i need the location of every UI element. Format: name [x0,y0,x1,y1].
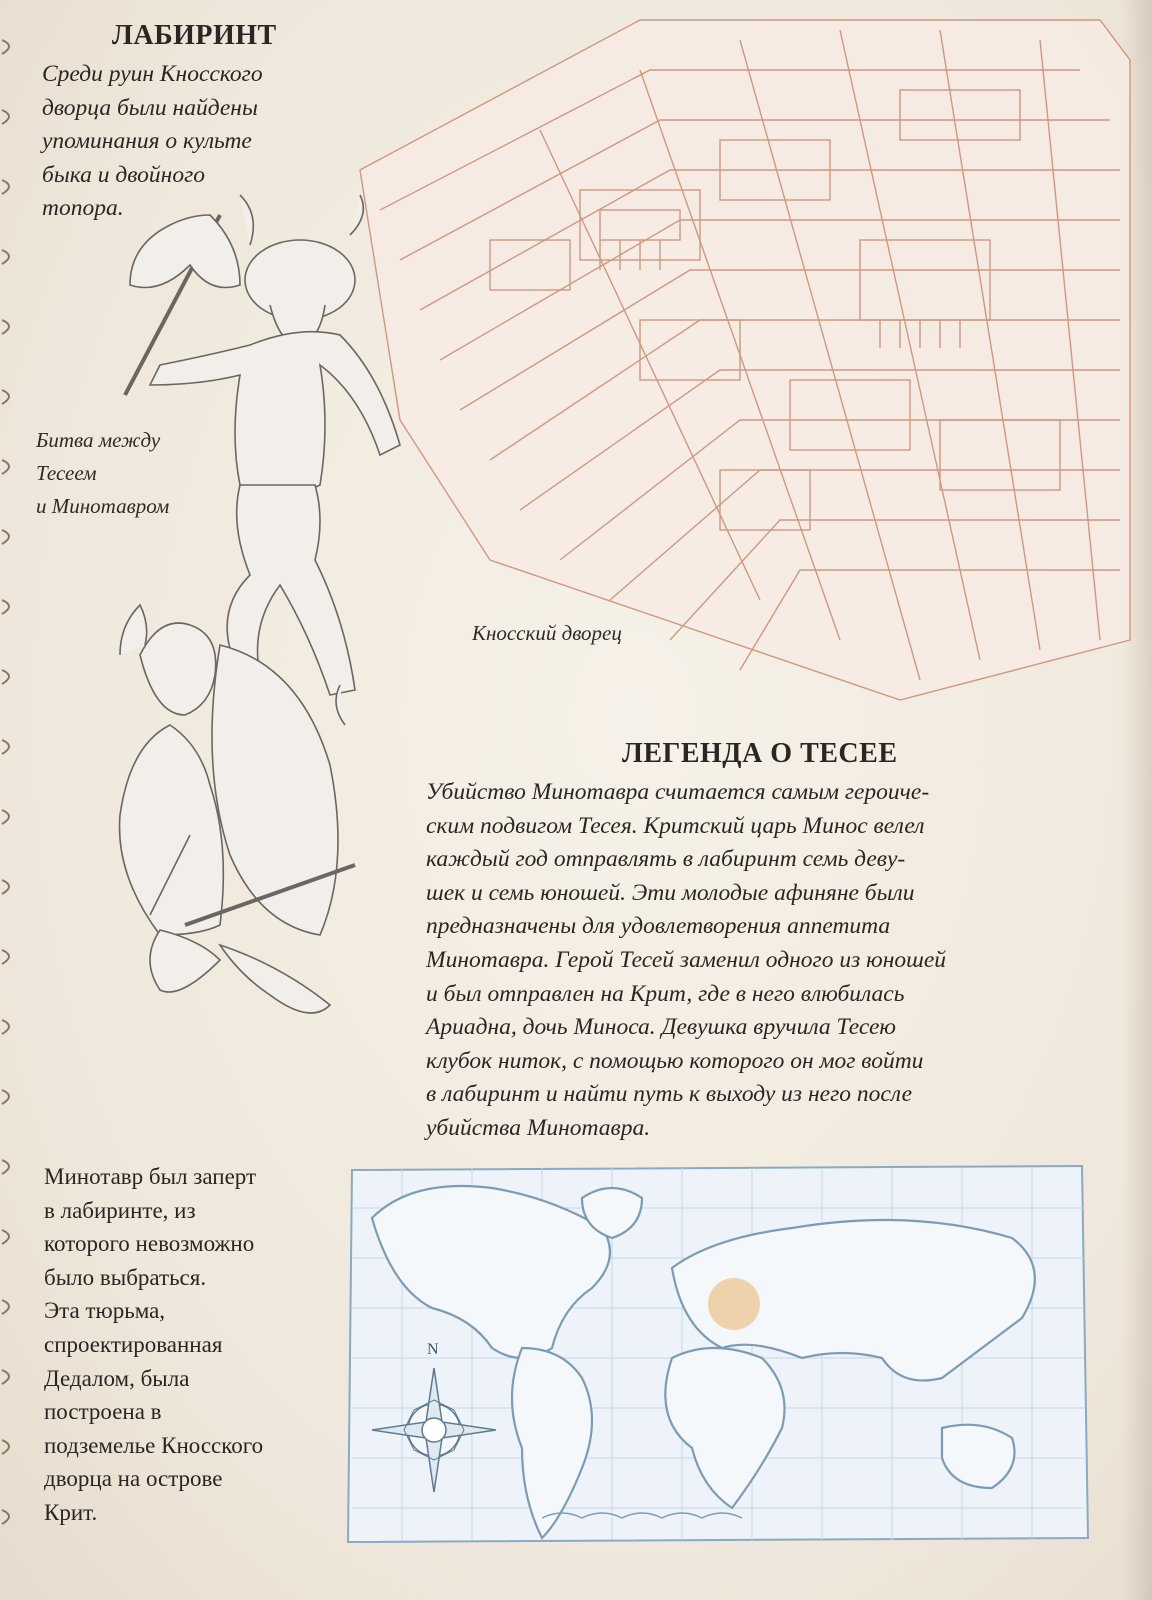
prison-line: Крит. [44,1499,98,1525]
palace-caption: Кносский дворец [472,621,622,645]
labyrinth-heading: ЛАБИРИНТ [112,20,277,51]
prison-line: которого невозможно [44,1231,255,1257]
legend-line: в лабиринт и найти путь к выходу из него после [426,1081,913,1108]
prison-line: в лабиринте, из [44,1197,196,1223]
legend-line: Ариадна, дочь Миноса. Девушка вручила Тесею [426,1014,896,1041]
prison-line: спроектированная [44,1331,223,1357]
labyrinth-line: дворца были найдены [42,94,258,121]
legend-line: Минотавра. Герой Тесей заменил одного из юношей [426,946,947,973]
legend-heading: ЛЕГЕНДА О ТЕСЕЕ [622,738,898,769]
prison-line: дворца на острове [44,1466,223,1492]
prison-line: подземелье Кносского [44,1432,264,1458]
prison-line: было выбраться. [44,1264,207,1290]
world-map-illustration [342,1158,1094,1550]
legend-line: и был отправлен на Крит, где в него влюбилась [426,980,905,1007]
prison-line: Эта тюрьма, [44,1298,166,1324]
legend-line: шек и семь юношей. Эти молодые афиняне были [426,879,915,906]
legend-line: ским подвигом Тесея. Критский царь Минос велел [426,812,925,839]
knossos-palace-illustration [340,0,1140,710]
labyrinth-line: Среди руин Кносского [42,61,263,87]
legend-text [426,776,946,1146]
battle-caption [36,424,169,523]
minotaur-theseus-illustration [100,185,460,1145]
spiral-binding [0,0,26,1600]
legend-line: Убийство Минотавра считается самым героиче- [426,779,930,805]
prison-line: Минотавр был заперт [44,1164,257,1189]
prison-line: Дедалом, была [44,1365,190,1391]
labyrinth-line: быка и двойного [42,161,205,188]
crete-highlight [708,1278,760,1330]
battle-caption-line: Тесеем [36,461,97,485]
labyrinth-text [42,58,263,226]
battle-caption-line: и Минотавром [36,494,170,518]
legend-line: предназначены для удовлетворения аппетита [426,913,891,940]
legend-line: каждый год отправлять в лабиринт семь деву- [426,846,906,873]
labyrinth-line: упоминания о культе [42,128,252,155]
prison-text [44,1160,263,1530]
labyrinth-line: топора. [42,195,124,222]
legend-line: убийства Минотавра. [426,1114,651,1141]
legend-line: клубок ниток, с помощью которого он мог войти [426,1047,924,1074]
battle-caption-line: Битва между [36,428,161,452]
prison-line: построена в [44,1399,162,1425]
north-label: N [427,1341,439,1358]
